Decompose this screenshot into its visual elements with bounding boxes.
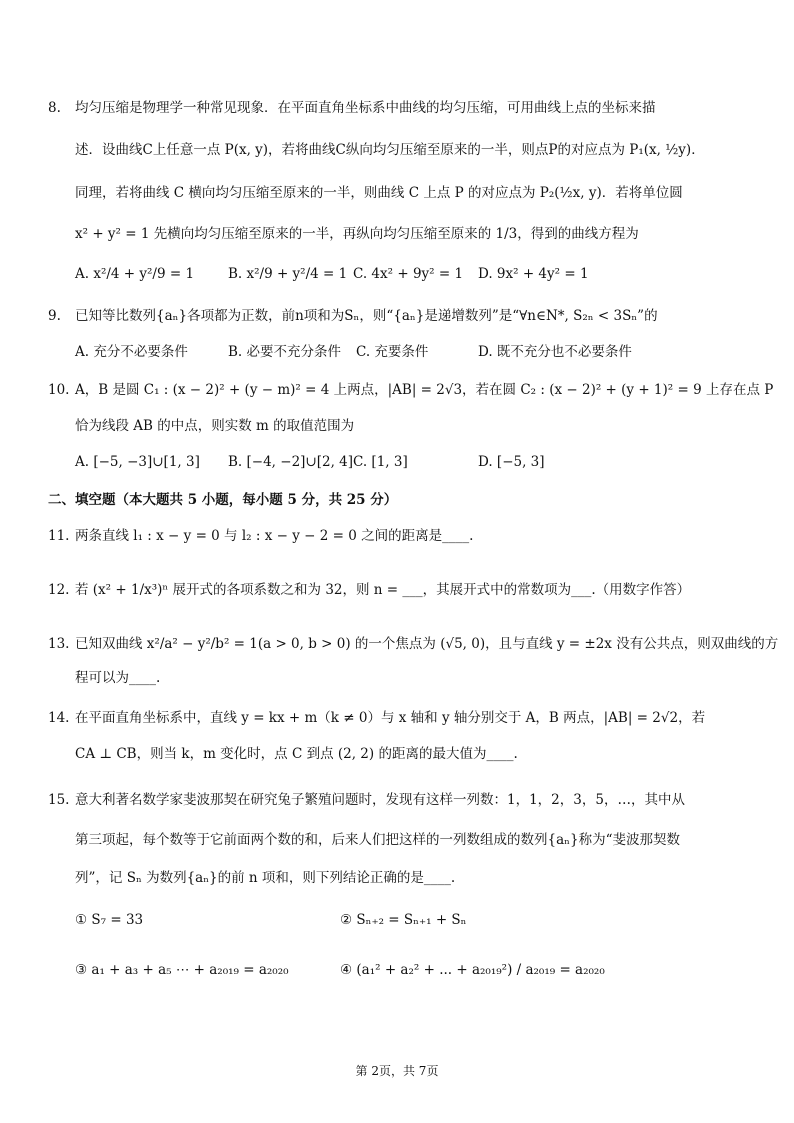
question-text: 两条直线 l₁ : x − y = 0 与 l₂ : x − y − 2 = 0 之间的距离是____.	[75, 528, 474, 544]
option-d: D. 既不充分也不必要条件	[478, 344, 632, 360]
question-number: 12.	[48, 582, 70, 598]
option-b: B. 必要不充分条件	[228, 344, 342, 360]
question-number: 15.	[48, 792, 70, 808]
option-2: ② Sₙ₊₂ = Sₙ₊₁ + Sₙ	[340, 912, 467, 928]
option-d: D. [−5, 3]	[478, 454, 545, 470]
option-a: A. x²/4 + y²/9 = 1	[75, 266, 195, 282]
question-number: 9.	[48, 308, 61, 324]
section-heading: 二、填空题（本大题共 5 小题，每小题 5 分，共 25 分）	[48, 492, 398, 508]
question-text: 述．设曲线C上任意一点 P(x, y)，若将曲线C纵向均匀压缩至原来的一半，则点P的对应点为 P₁(x, ½y)．	[75, 142, 705, 158]
option-c: C. 4x² + 9y² = 1	[353, 266, 464, 282]
question-number: 10.	[48, 382, 70, 398]
question-text: 列”，记 Sₙ 为数列{aₙ}的前 n 项和，则下列结论正确的是____.	[75, 870, 456, 886]
option-a: A. [−5, −3]∪[1, 3]	[75, 454, 200, 470]
question-text: x² + y² = 1 先横向均匀压缩至原来的一半，再纵向均匀压缩至原来的 1/3，得到的曲线方程为	[75, 226, 639, 242]
question-number: 11.	[48, 528, 70, 544]
question-text: 意大利著名数学家斐波那契在研究兔子繁殖问题时，发现有这样一列数：1，1，2，3，5，…，其中从	[75, 792, 685, 808]
question-number: 14.	[48, 710, 70, 726]
question-text: 在平面直角坐标系中，直线 y = kx + m（k ≠ 0）与 x 轴和 y 轴分别交于 A，B 两点，|AB| = 2√2，若	[75, 710, 706, 726]
question-text: CA ⊥ CB，则当 k，m 变化时，点 C 到点 (2, 2) 的距离的最大值为____.	[75, 746, 518, 762]
option-1: ① S₇ = 33	[75, 912, 144, 928]
option-3: ③ a₁ + a₃ + a₅ ⋯ + a₂₀₁₉ = a₂₀₂₀	[75, 962, 289, 978]
question-text: 若 (x² + 1/x³)ⁿ 展开式的各项系数之和为 32，则 n = ___，其展开式中的常数项为___.（用数字作答）	[75, 582, 691, 598]
question-text: 恰为线段 AB 的中点，则实数 m 的取值范围为	[75, 418, 355, 434]
question-text: A，B 是圆 C₁ : (x − 2)² + (y − m)² = 4 上两点，|AB| = 2√3，若在圆 C₂ : (x − 2)² + (y + 1)² = 9 上存在点 P	[75, 382, 774, 398]
question-number: 8.	[48, 100, 61, 116]
option-c: C. [1, 3]	[353, 454, 408, 470]
question-text: 同理，若将曲线 C 横向均匀压缩至原来的一半，则曲线 C 上点 P 的对应点为 P₂(½x, y)．若将单位圆	[75, 185, 683, 201]
question-text: 已知等比数列{aₙ}各项都为正数，前n项和为Sₙ，则“{aₙ}是递增数列”是“∀n∈N*, S₂ₙ < 3Sₙ”的	[75, 308, 658, 324]
option-d: D. 9x² + 4y² = 1	[478, 266, 589, 282]
question-text: 均匀压缩是物理学一种常见现象．在平面直角坐标系中曲线的均匀压缩，可用曲线上点的坐标来描	[75, 100, 656, 116]
question-text: 已知双曲线 x²/a² − y²/b² = 1(a > 0, b > 0) 的一个焦点为 (√5, 0)，且与直线 y = ±2x 没有公共点，则双曲线的方	[75, 636, 779, 652]
option-4: ④ (a₁² + a₂² + ... + a₂₀₁₉²) / a₂₀₁₉ = a₂₀₂₀	[340, 962, 605, 978]
option-c: C. 充要条件	[356, 344, 429, 360]
option-b: B. [−4, −2]∪[2, 4]	[228, 454, 354, 470]
question-number: 13.	[48, 636, 70, 652]
question-text: 第三项起，每个数等于它前面两个数的和，后来人们把这样的一列数组成的数列{aₙ}称为“斐波那契数	[75, 832, 680, 848]
question-text: 程可以为____.	[75, 670, 161, 686]
option-b: B. x²/9 + y²/4 = 1	[228, 266, 348, 282]
page-footer: 第 2页，共 7页	[355, 1064, 439, 1078]
option-a: A. 充分不必要条件	[75, 344, 188, 360]
